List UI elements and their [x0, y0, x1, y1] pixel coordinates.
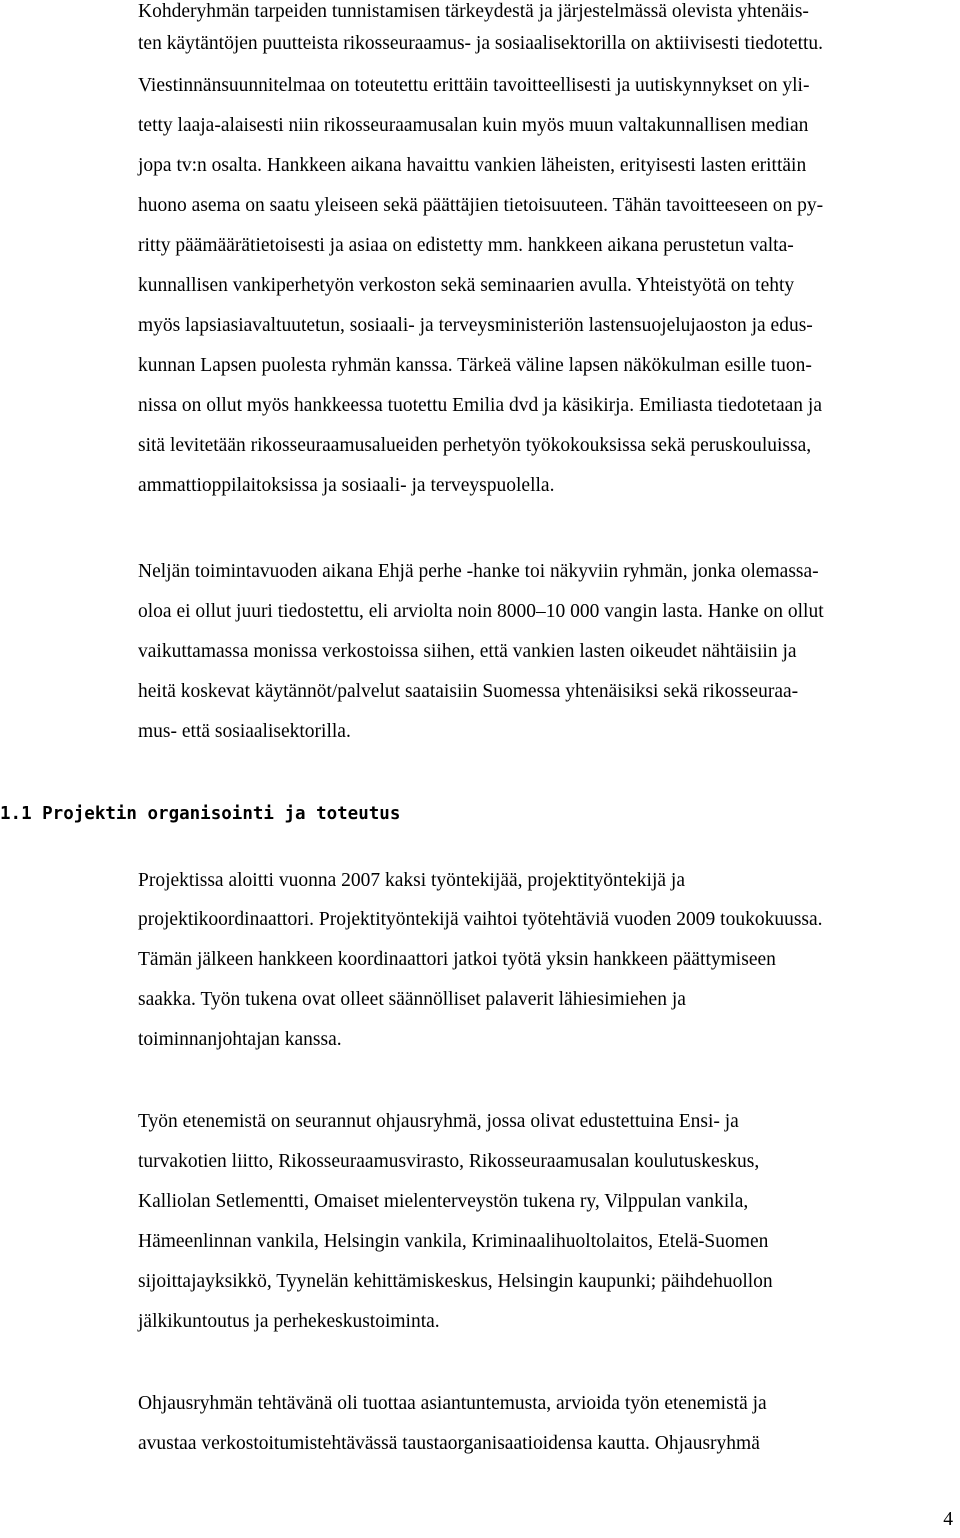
text-line: avustaa verkostoitumistehtävässä taustaorganisaatioidensa kautta. Ohjausryhmä: [138, 1433, 760, 1454]
text-line: turvakotien liitto, Rikosseuraamusvirasto, Rikosseuraamusalan koulutuskeskus,: [138, 1151, 760, 1172]
text-line: Kohderyhmän tarpeiden tunnistamisen tärkeydestä ja järjestelmässä olevista yhtenäis-: [138, 1, 809, 22]
text-line: huono asema on saatu yleiseen sekä päättäjien tietoisuuteen. Tähän tavoitteeseen on py-: [138, 195, 824, 216]
text-line: Projektissa aloitti vuonna 2007 kaksi työntekijää, projektityöntekijä ja: [138, 870, 685, 891]
text-line: toiminnanjohtajan kanssa.: [138, 1029, 342, 1050]
text-line: jopa tv:n osalta. Hankkeen aikana havaittu vankien läheisten, erityisesti lasten erittäin: [138, 155, 807, 176]
text-line: sijoittajayksikkö, Tyynelän kehittämiskeskus, Helsingin kaupunki; päihdehuollon: [138, 1271, 773, 1292]
text-line: ten käytäntöjen puutteista rikosseuraamus- ja sosiaalisektorilla on aktiivisesti tiedotettu.: [138, 33, 824, 54]
page-number: 4: [943, 1509, 953, 1530]
text-line: jälkikuntoutus ja perhekeskustoiminta.: [138, 1311, 440, 1332]
text-line: Tämän jälkeen hankkeen koordinaattori jatkoi työtä yksin hankkeen päättymiseen: [138, 949, 776, 970]
section-heading: 1.1 Projektin organisointi ja toteutus: [0, 804, 401, 824]
text-line: myös lapsiasiavaltuutetun, sosiaali- ja terveysministeriön lastensuojelujaoston ja edus-: [138, 315, 813, 336]
text-line: nissa on ollut myös hankkeessa tuotettu Emilia dvd ja käsikirja. Emiliasta tiedotetaan ja: [138, 395, 822, 416]
text-line: Hämeenlinnan vankila, Helsingin vankila, Kriminaalihuoltolaitos, Etelä-Suomen: [138, 1231, 769, 1252]
text-line: heitä koskevat käytännöt/palvelut saataisiin Suomessa yhtenäisiksi sekä rikosseuraa-: [138, 681, 799, 702]
text-line: Työn etenemistä on seurannut ohjausryhmä, jossa olivat edustettuina Ensi- ja: [138, 1111, 739, 1132]
text-line: Ohjausryhmän tehtävänä oli tuottaa asiantuntemusta, arvioida työn etenemistä ja: [138, 1393, 767, 1414]
text-line: kunnallisen vankiperhetyön verkoston sekä seminaarien avulla. Yhteistyötä on tehty: [138, 275, 795, 296]
text-line: mus- että sosiaalisektorilla.: [138, 721, 351, 742]
text-line: Kalliolan Setlementti, Omaiset mielenterveystön tukena ry, Vilppulan vankila,: [138, 1191, 749, 1212]
text-line: projektikoordinaattori. Projektityöntekijä vaihtoi työtehtäviä vuoden 2009 toukokuussa.: [138, 909, 823, 930]
text-line: saakka. Työn tukena ovat olleet säännölliset palaverit lähiesimiehen ja: [138, 989, 686, 1010]
text-line: ammattioppilaitoksissa ja sosiaali- ja terveyspuolella.: [138, 475, 555, 496]
text-line: Neljän toimintavuoden aikana Ehjä perhe -hanke toi näkyviin ryhmän, jonka olemassa-: [138, 561, 819, 582]
text-line: sitä levitetään rikosseuraamusalueiden perhetyön työkokouksissa sekä peruskouluissa,: [138, 435, 812, 456]
text-line: vaikuttamassa monissa verkostoissa siihen, että vankien lasten oikeudet nähtäisiin ja: [138, 641, 797, 662]
text-line: Viestinnänsuunnitelmaa on toteutettu erittäin tavoitteellisesti ja uutiskynnykset on yli-: [138, 75, 810, 96]
text-line: ritty päämäärätietoisesti ja asiaa on edistetty mm. hankkeen aikana perustetun valta-: [138, 235, 794, 256]
text-line: oloa ei ollut juuri tiedostettu, eli arviolta noin 8000–10 000 vangin lasta. Hanke on ollut: [138, 601, 824, 622]
text-line: kunnan Lapsen puolesta ryhmän kanssa. Tärkeä väline lapsen näkökulman esille tuon-: [138, 355, 812, 376]
text-line: tetty laaja-alaisesti niin rikosseuraamusalan kuin myös muun valtakunnallisen median: [138, 115, 809, 136]
